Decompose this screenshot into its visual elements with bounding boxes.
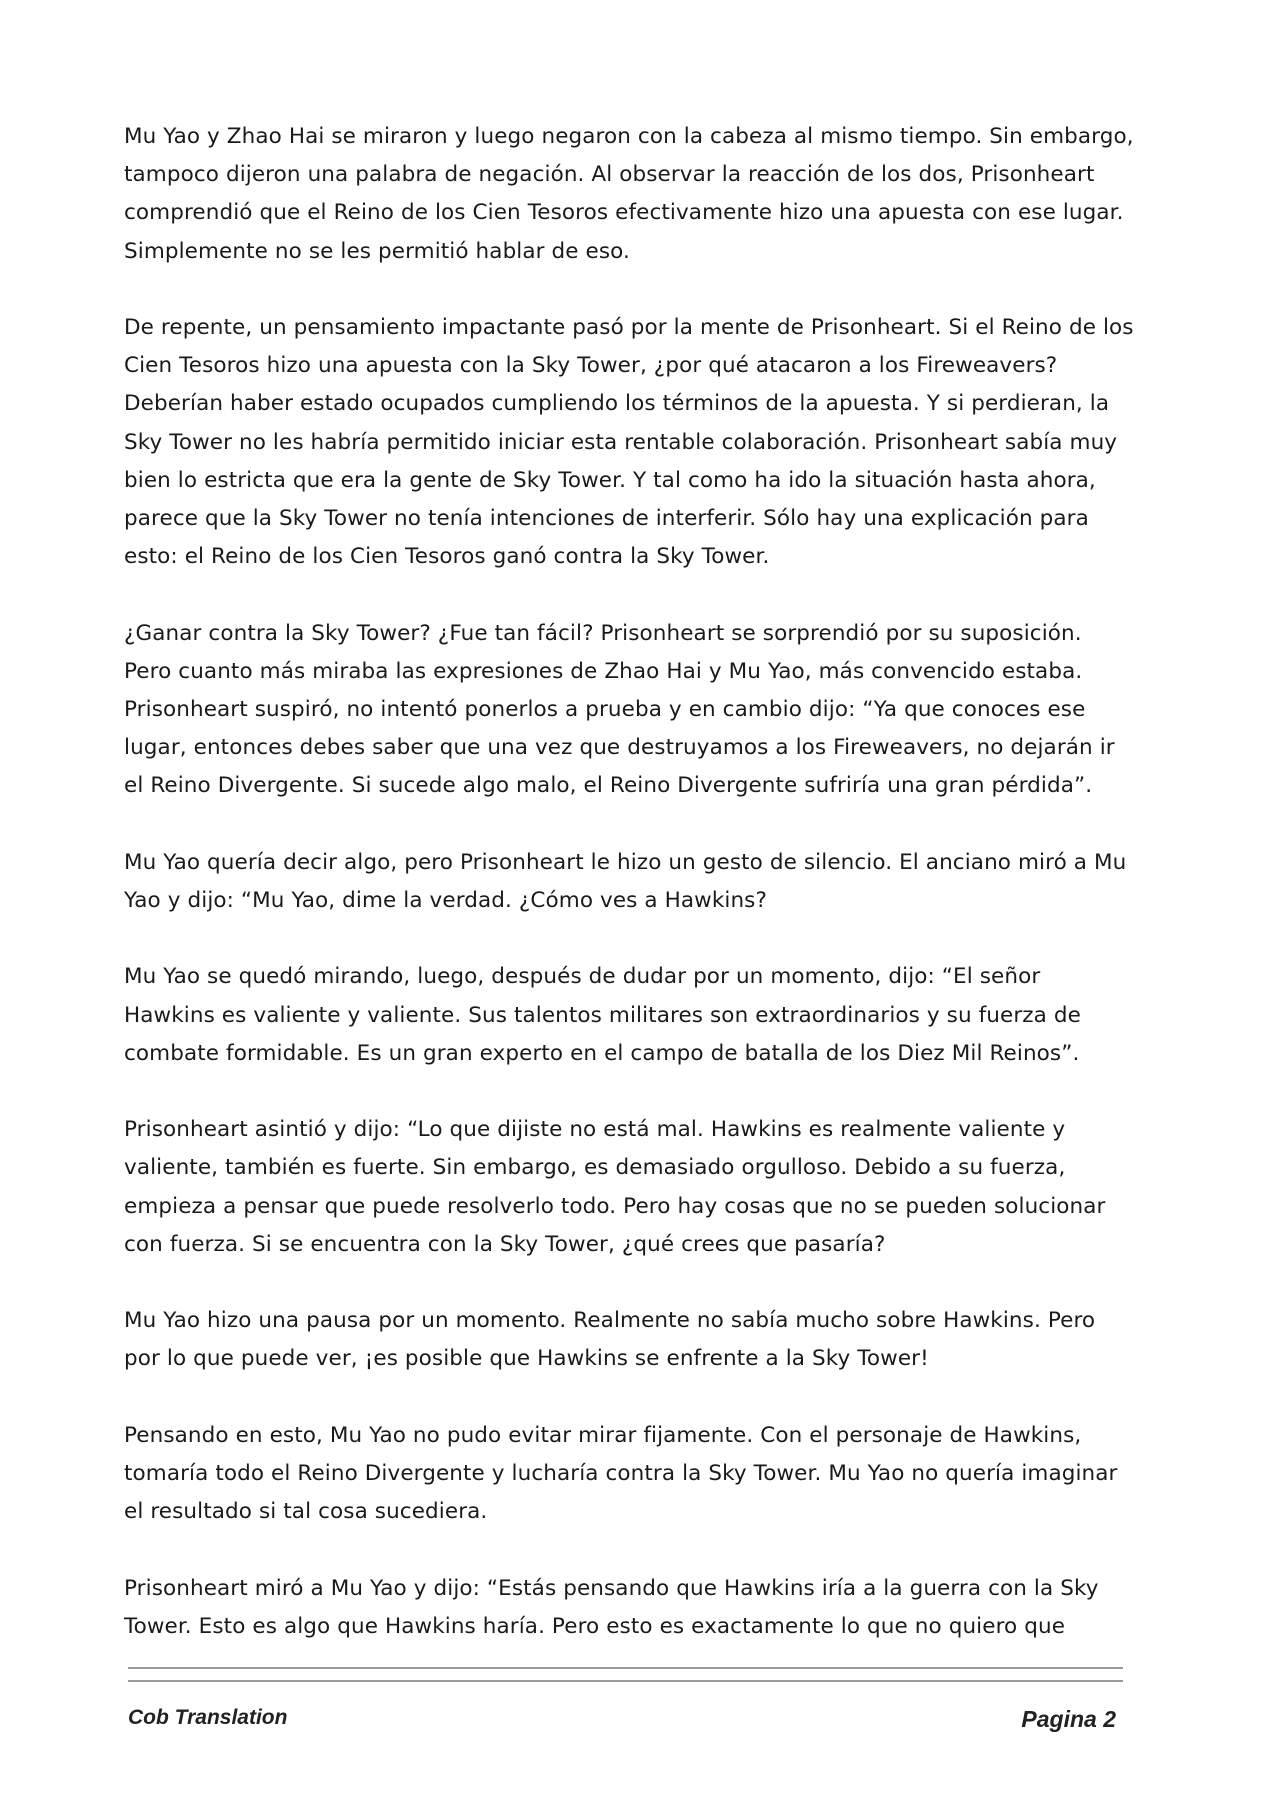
paragraph-5: Mu Yao se quedó mirando, luego, después de dudar por un momento, dijo: “El señor Hawkins es valiente y valiente. Sus talentos militares son extraordinarios y su fuerza de combate formidable. Es un gran experto en el campo de batalla de los Diez Mil Reinos”. xyxy=(124,964,1081,1066)
paragraph-4: Mu Yao quería decir algo, pero Prisonheart le hizo un gesto de silencio. El anciano miró a Mu Yao y dijo: “Mu Yao, dime la verdad. ¿Cómo ves a Hawkins? xyxy=(124,849,1127,914)
paragraph-3: ¿Ganar contra la Sky Tower? ¿Fue tan fácil? Prisonheart se sorprendió por su suposición. Pero cuanto más miraba las expresiones de Zhao Hai y Mu Yao, más convencido estaba. Prisonheart suspiró, no intentó ponerlos a prueba y en cambio dijo: “Ya que conoces ese lugar, entonces debes saber que una vez que destruyamos a los Fireweavers, no dejarán ir el Reino Divergente. Si sucede algo malo, el Reino Divergente sufriría una gran pérdida”. xyxy=(124,620,1115,799)
footer-divider-bottom xyxy=(128,1680,1123,1682)
paragraph-6: Prisonheart asintió y dijo: “Lo que dijiste no está mal. Hawkins es realmente valiente y valiente, también es fuerte. Sin embargo, es demasiado orgulloso. Debido a su fuerza, empieza a pensar que puede resolverlo todo. Pero hay cosas que no se pueden solucionar con fuerza. Si se encuentra con la Sky Tower, ¿qué crees que pasaría? xyxy=(124,1117,1106,1257)
paragraph-1: Mu Yao y Zhao Hai se miraron y luego negaron con la cabeza al mismo tiempo. Sin embargo, tampoco dijeron una palabra de negación. Al observar la reacción de los dos, Prisonheart comprendió que el Reino de los Cien Tesoros efectivamente hizo una apuesta con ese lugar. Simplemente no se les permitió hablar de eso. xyxy=(124,124,1134,264)
footer-divider-top xyxy=(128,1667,1123,1669)
paragraph-9: Prisonheart miró a Mu Yao y dijo: “Estás pensando que Hawkins iría a la guerra con la Sky Tower. Esto es algo que Hawkins haría. Pero esto es exactamente lo que no quiero que xyxy=(124,1575,1099,1639)
document-body xyxy=(124,118,1134,1684)
paragraph-8: Pensando en esto, Mu Yao no pudo evitar mirar fijamente. Con el personaje de Hawkins, tomaría todo el Reino Divergente y lucharía contra la Sky Tower. Mu Yao no quería imaginar el resultado si tal cosa sucediera. xyxy=(124,1422,1118,1525)
paragraph-2: De repente, un pensamiento impactante pasó por la mente de Prisonheart. Si el Reino de los Cien Tesoros hizo una apuesta con la Sky Tower, ¿por qué atacaron a los Fireweavers? Deberían haber estado ocupados cumpliendo los términos de la apuesta. Y si perdieran, la Sky Tower no les habría permitido iniciar esta rentable colaboración. Prisonheart sabía muy bien lo estricta que era la gente de Sky Tower. Y tal como ha ido la situación hasta ahora, parece que la Sky Tower no tenía intenciones de interferir. Sólo hay una explicación para esto: el Reino de los Cien Tesoros ganó contra la Sky Tower. xyxy=(124,315,1134,570)
paragraph-7: Mu Yao hizo una pausa por un momento. Realmente no sabía mucho sobre Hawkins. Pero por lo que puede ver, ¡es posible que Hawkins se enfrente a la Sky Tower! xyxy=(124,1308,1096,1372)
footer-translator-credit: Cob Translation xyxy=(128,1706,288,1729)
footer-page-number: Pagina 2 xyxy=(1021,1706,1116,1732)
